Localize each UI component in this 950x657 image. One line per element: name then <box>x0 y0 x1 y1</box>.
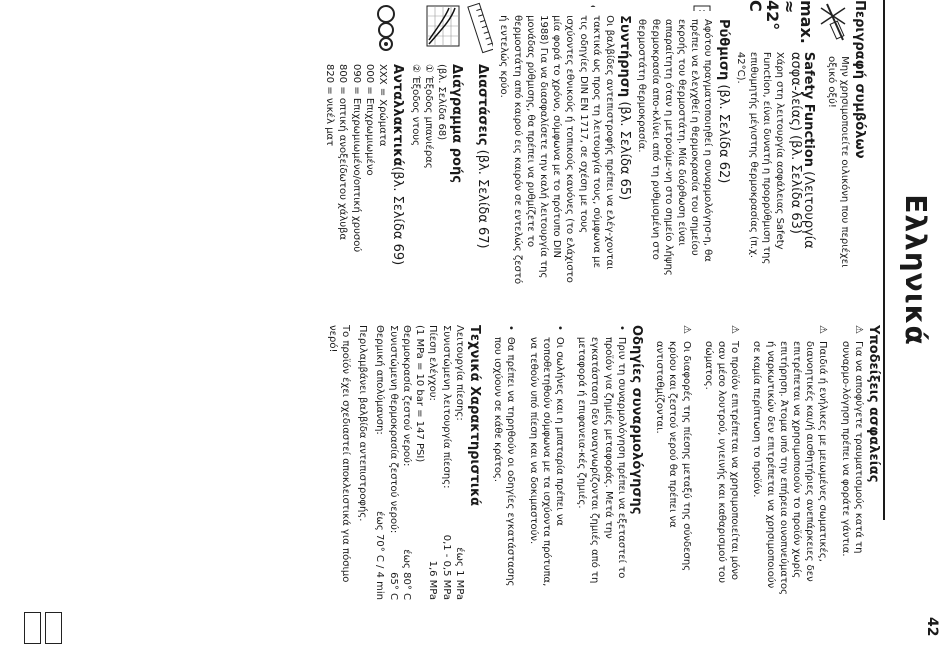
spare-parts-icon <box>368 0 404 56</box>
warning-text: Το προϊόν επιτρέπεται να χρησιμοποιείται μόνο σαν μέσο λουτρού, υγιεινής και καθαρισμού του σώματος. <box>702 341 741 584</box>
tech-heading: Τεχνικά Χαρακτηριστικά <box>466 325 482 507</box>
flow-chart-icon <box>423 0 463 56</box>
warning-text: Για να αποφύγετε τραυματισμούς κατά τη συναρμο-λόγηση πρέπει να φοράτε γάντια. <box>839 341 864 557</box>
spare-ref: (βλ. Σελίδα 69) <box>390 166 406 266</box>
flow-item-2: ② Έξοδος ντους <box>409 64 421 146</box>
title-rule <box>883 0 885 520</box>
warning-text: Οι διαφορές της πίεσης μεταξύ της σύνδεσης κρύου και ζεστού νερού θα πρέπει να αντισταθμίζονται. <box>654 341 692 572</box>
code-item: 820 = νικέλ ματ <box>324 64 336 147</box>
install-heading: Οδηγίες συναρμολόγησης <box>628 325 644 515</box>
thermostat-hand-icon <box>686 0 730 11</box>
flow-item-1: ① Έξοδος μπανιέρας <box>422 64 434 169</box>
spec-row: Λειτουργία πίεσης: έως 1 MPa <box>453 325 465 600</box>
flow-ref: (βλ. Σελίδα 68) <box>435 64 447 141</box>
install-bullet: Οι σωλήνες και η μπαταρία πρέπει να τοποθετηθούν σύμφωνα με τα ισχύοντα πρότυπα, να τεθούν υπό πίεση και να δοκιμαστούν. <box>527 336 565 587</box>
warning-icon: ⚠ <box>817 325 829 334</box>
code-item: 090 = Επιχρωμιωμένο/οπτική χρυσού <box>350 64 362 253</box>
spec-row: (1 MPa = 10 bar = 147 PSI) <box>414 325 426 463</box>
code-item: 000 = Επιχρωμιωμένο <box>363 64 375 176</box>
diastaseis-ref: (βλ. Σελίδα 67) <box>475 145 491 249</box>
safety-function-heading: Safety Function <box>800 51 816 168</box>
code-item: 800 = οπτική ανοξείδωτου χάλυβα <box>337 64 349 241</box>
no-oil-text: Μην χρησιμοποιείτε οιλικόνη που περιέχει οξικό οξύ! <box>825 56 850 268</box>
code-item: XXX = Χρώματα <box>377 64 389 147</box>
page-title: Ελληνικά <box>899 194 932 346</box>
safety-function-ref: (Λειτουργία ασφα-λείας) (βλ. Σελίδα 63) <box>787 51 816 249</box>
language-flag-icon <box>24 612 62 644</box>
silicone-gun-icon <box>817 0 851 48</box>
install-bullet: Θα πρέπει να τηρηθούν οι οδηγίες εγκατάστασης που ισχύουν σε κάθε κράτος. <box>492 336 517 587</box>
syntirisi-ref: (βλ. Σελίδα 65) <box>617 97 633 201</box>
spec-row: Θερμική απολύμανση: έως 70° C / 4 min <box>374 325 386 600</box>
tech-note: Περιλαμβάνει βαλβίδα αντεπιστροφής. <box>357 325 369 522</box>
safety-function-text: Χάρη στη λειτουργία ασφάλειας Safety Function, είναι δυνατή η προρρύθμιση της επιθυμητής μέγιστης θερμοκρασίας (π.χ. 42°C). <box>734 51 786 265</box>
diastaseis-heading: Διαστάσεις <box>475 64 491 146</box>
ruler-icon <box>467 0 493 56</box>
spec-row: Συνιστώμενη θερμοκρασία ζεστού νερού: 65° C <box>387 325 399 600</box>
warning-icon: ⚠ <box>680 325 692 334</box>
syntirisi-heading: Συντήρηση <box>617 15 633 98</box>
max-label: max. <box>796 0 816 44</box>
page-number: 42 <box>924 617 940 637</box>
warning-icon: ⚠ <box>729 325 741 334</box>
spec-row: Θερμοκρασία ζεστού νερού: έως 80° C <box>400 325 412 600</box>
safety-column: Υποδείξεις ασφαλείας ⚠ Για να αποφύγετε τραυματισμούς κατά τη συναρμο-λόγηση πρέπει να φοράτε γάντια. ⚠ Παιδιά ή ενήλικες με μειωμένες σωματικές, διανοητικές και/ή αισθητήριες ανεπάρκειες δεν επιτρέπεται να χρησιμοποιούν το προϊόν χωρίς επιτήρηση. Άτομα υπό την επήρεια οινοπνεύματος ή ναρκωτικών δεν επιτρέπεται να χρησιμοποιούν σε καμία περίπτωση το προϊόν. ⚠ Το προϊόν επιτρέπεται να χρησιμοποιείται μόνο σαν μέσο λουτρού, υγιεινής και καθαρισμού του σώματος. ⚠ Οι διαφορές της πίεσης μεταξύ της σύνδεσης κρύου και ζεστού νερού θα πρέπει να αντισταθμίζονται. Οδηγίες συναρμολόγησης • Πριν τη συναρμολόγηση πρέπει να εξεταστεί το προϊόν για ζημιές μεταφοράς. Μετά την εγκατάσταση δεν αναγνωρίζονται ζημιές από τη μεταφορά ή επιφανεια-κές ζημιές. • Οι σωλήνες και η μπαταρία πρέπει να τοποθετηθούν σύμφωνα με τα ισχύοντα πρότυπα, να τεθούν υπό πίεση και να δοκιμαστούν. • Θα πρέπει να τηρηθούν οι οδηγίες εγκατάστασης που ισχύουν σε κάθε κράτος. Τεχνικά Χαρακτηριστικά Λειτουργία πίεσης: έως 1 MPa Συνιστώμενη λειτουργία πίεσης: 0,1 - 0,5 MPa Πίεση ελέγχου: 1,6 MPa (1 MPa = 10 bar = 147 PSI) Θερμοκρασία ζεστού νερού: έως 80° C Συνιστώμενη θερμοκρασία ζεστού νερού: 65° C Θερμική απολύμανση: έως 70° C / 4 min Περιλαμβάνει βαλβίδα αντεπιστροφής. Το προϊόν έχει σχεδιαστεί αποκλειστικά για πόσιμο νερό! <box>326 325 881 600</box>
install-bullet: Πριν τη συναρμολόγηση πρέπει να εξεταστεί το προϊόν για ζημιές μεταφοράς. Μετά την εγκατάσταση δεν αναγνωρίζονται ζημιές από τη μεταφορά ή επιφανεια-κές ζημιές. <box>576 336 627 584</box>
warning-text: Παιδιά ή ενήλικες με μειωμένες σωματικές, διανοητικές και/ή αισθητήριες ανεπάρκειες δεν επιτρέπεται να χρησιμοποιούν το προϊόν χωρίς επιτήρηση. Άτομα υπό την επήρεια οινοπνεύματος ή ναρκωτικών δεν επιτρέπεται να χρησιμοποιούν σε καμία περίπτωση το προϊόν. <box>751 341 829 595</box>
flow-heading: Διάγραμμα ροής <box>449 64 465 183</box>
safety-heading: Υποδείξεις ασφαλείας <box>866 325 881 483</box>
spec-row: Συνιστώμενη λειτουργία πίεσης: 0,1 - 0,5 MPa <box>440 325 452 600</box>
warning-icon: ⚠ <box>852 325 864 334</box>
spec-row: Πίεση ελέγχου: 1,6 MPa <box>427 325 439 600</box>
max-temp: ≈ 42° C <box>745 0 799 31</box>
wrench-icon <box>587 0 631 7</box>
syntirisi-text: Οι βαλβίδες αντεπιστροφής πρέπει να ελέγ-χονται τακτικά ως προς τη λειτουργία τους, σύμφωνα με τις οδηγίες DIN EN 1717, σε σχέση με τους ισχύοντες εθνικούς ή τοπικούς κανόνες (το ελάχιστο μία φορά το χρόνο, σύμφωνα με το πρότυπο DIN 1988) Για να διασφαλίσετε την καλή λειτουργία της μονάδας ρύθμισης, θα πρέπει να ρυθμίζετε το θερμοστάτη από καιρού εις καιρόν σε εντελώς ζεστό ή εντελώς κρύο. <box>498 15 615 285</box>
symbols-heading: Περιγραφή συμβόλων <box>852 0 867 159</box>
rythmisi-ref: (βλ. Σελίδα 62) <box>715 80 731 184</box>
spare-heading: Ανταλλακτικά <box>390 64 406 167</box>
rythmisi-text: Αφότου πραγματοποιηθεί η συναρμολόγησ-η, θα πρέπει να ελεγχθεί η θερμοκρασία του σημείου εκροής του θερμοστάτη. Μία διόρθωση είναι απαραίτητη όταν η μετρούμε-νη στο σημείο λήψης θερμοκρασία απο-κλίνει από τη ρυθμισμένη στο θερμοστάτη θερμοκρασία. <box>636 19 714 276</box>
tech-note: Το προϊόν έχει σχεδιαστεί αποκλειστικά για πόσιμο νερό! <box>326 325 352 583</box>
rythmisi-heading: Ρύθμιση <box>715 19 731 81</box>
symbols-column <box>323 0 872 285</box>
